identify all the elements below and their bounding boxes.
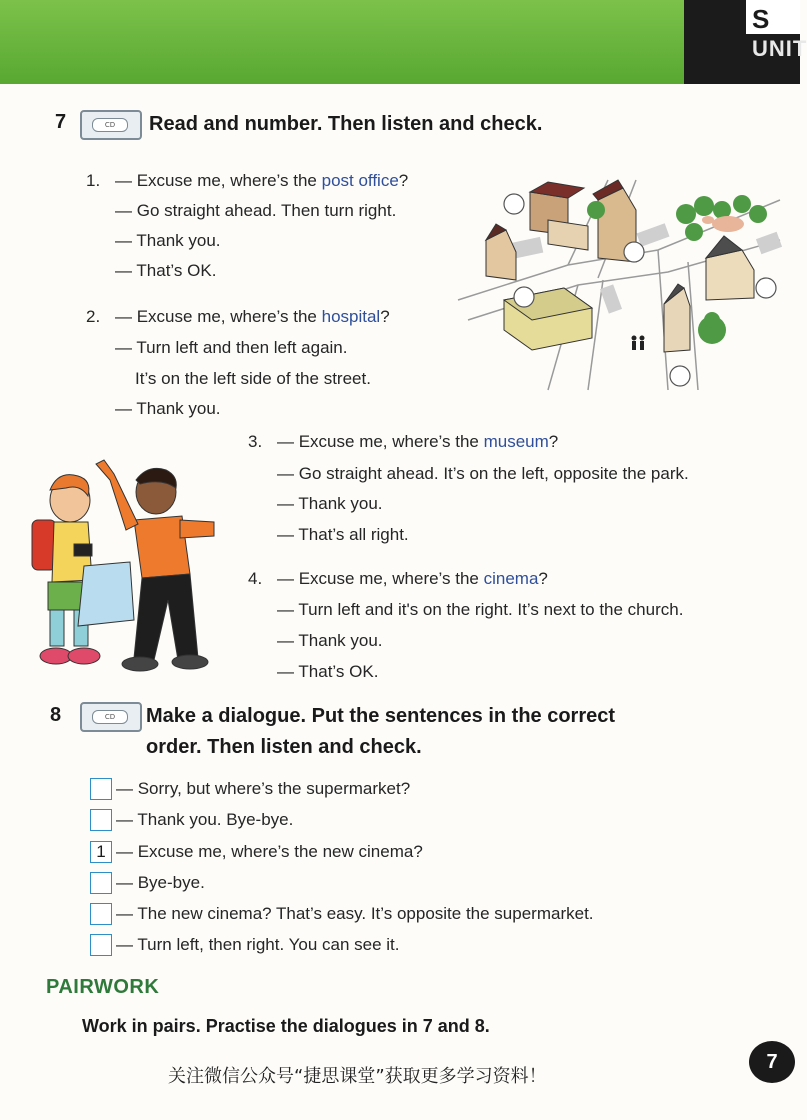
order-item-2: — Thank you. Bye-bye. [116,810,294,829]
header-banner [0,0,684,84]
place-post-office: post office [321,171,399,190]
unit-tab-letter: S [752,4,770,34]
dialogue-4-line-1: — Excuse me, where’s the cinema? [277,569,548,588]
order-box-4[interactable] [90,872,112,894]
dialogue-4-line-2: — Turn left and it's on the right. It’s next to the church. [277,600,684,619]
order-item-6: — Turn left, then right. You can see it. [116,935,400,954]
order-box-2[interactable] [90,809,112,831]
town-map-illustration [458,180,780,390]
dialogue-3-line-4: — That’s all right. [277,525,409,544]
dialogue-4-line-3: — Thank you. [277,631,383,650]
place-hospital: hospital [321,307,381,326]
order-box-6[interactable] [90,934,112,956]
section-8-number: 8 [50,704,62,726]
dialogue-3-line-2: — Go straight ahead. It’s on the left, opposite the park. [277,464,689,483]
unit-tab-label: UNIT [752,36,807,61]
page-number: 7 [749,1041,795,1083]
cassette-icon [80,110,142,140]
place-cinema: cinema [483,569,539,588]
dialogue-4-number: 4. [248,569,263,588]
dialogue-2-line-4: — Thank you. [115,399,221,418]
section-7-title: Read and number. Then listen and check. [149,113,543,135]
section-8-title-line-2: order. Then listen and check. [146,736,422,758]
dialogue-2-number: 2. [86,307,101,326]
dialogue-3-line-3: — Thank you. [277,494,383,513]
dialogue-1-line-1: — Excuse me, where’s the post office? [115,171,409,190]
order-item-3: — Excuse me, where’s the new cinema? [116,842,423,861]
dialogue-1-number: 1. [86,171,101,190]
cassette-label: CD [92,118,128,132]
pairwork-instruction: Work in pairs. Practise the dialogues in 7 and 8. [82,1016,490,1036]
dialogue-3-line-1: — Excuse me, where’s the museum? [277,432,559,451]
dialogue-1-line-3: — Thank you. [115,231,221,250]
order-item-5: — The new cinema? That’s easy. It’s opposite the supermarket. [116,904,594,923]
place-museum: museum [483,432,549,451]
dialogue-2-line-3: It’s on the left side of the street. [135,369,371,388]
dialogue-1-line-2: — Go straight ahead. Then turn right. [115,201,397,220]
dialogue-1-line-4: — That’s OK. [115,261,217,280]
dialogue-4-line-4: — That’s OK. [277,662,379,681]
dialogue-2-line-1: — Excuse me, where’s the hospital? [115,307,390,326]
dialogue-3-number: 3. [248,432,263,451]
pairwork-heading: PAIRWORK [46,976,160,998]
order-box-5[interactable] [90,903,112,925]
section-8-title-line-1: Make a dialogue. Put the sentences in the correct [146,705,616,727]
order-box-1[interactable] [90,778,112,800]
order-box-3[interactable]: 1 [90,841,112,863]
section-7-number: 7 [55,111,67,133]
cassette-icon [80,702,142,732]
dialogue-2-line-2: — Turn left and then left again. [115,338,348,357]
cassette-label: CD [92,710,128,724]
footer-watermark: 关注微信公众号“捷思课堂”获取更多学习资料！ [168,1066,547,1087]
order-item-4: — Bye-bye. [116,873,205,892]
two-boys-illustration [30,450,230,675]
order-item-1: — Sorry, but where’s the supermarket? [116,779,411,798]
